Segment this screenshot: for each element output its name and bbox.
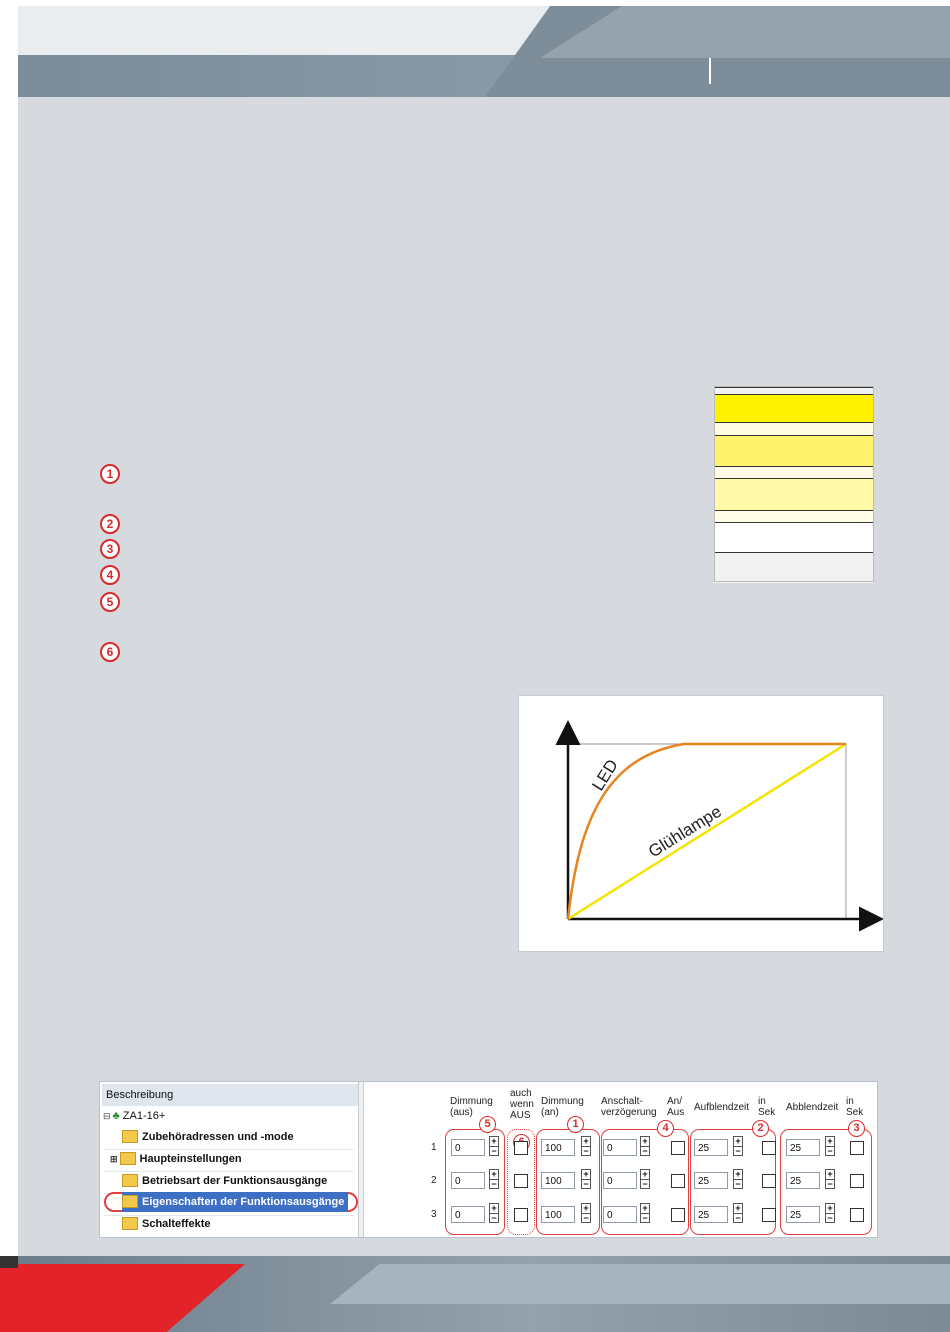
- checkbox-abblend-in-sek[interactable]: [850, 1208, 864, 1222]
- folder-icon: [120, 1152, 136, 1165]
- folder-icon: [122, 1195, 138, 1208]
- row-number: 3: [431, 1209, 437, 1220]
- plus-icon[interactable]: +: [827, 1169, 833, 1179]
- stepper-dim-on[interactable]: [581, 1203, 591, 1223]
- minus-icon[interactable]: −: [642, 1213, 648, 1223]
- stepper-dim-off[interactable]: [489, 1136, 499, 1156]
- input-fade-in[interactable]: 25: [694, 1172, 728, 1189]
- expand-icon[interactable]: ⊞: [110, 1154, 118, 1164]
- tree-root[interactable]: [103, 1105, 165, 1127]
- stepper-fade-in[interactable]: [733, 1203, 743, 1223]
- checkbox-an-aus[interactable]: [671, 1141, 685, 1155]
- led-label: LED: [588, 755, 622, 795]
- plus-icon[interactable]: +: [583, 1136, 589, 1146]
- stepper-fade-out[interactable]: [825, 1169, 835, 1189]
- tree-header: Beschreibung: [102, 1084, 358, 1106]
- plus-icon[interactable]: +: [827, 1203, 833, 1213]
- input-fade-out[interactable]: 25: [786, 1172, 820, 1189]
- checkbox-auch-wenn-aus[interactable]: [514, 1208, 528, 1222]
- tree-item-eigenschaften[interactable]: [122, 1192, 348, 1212]
- stepper-dim-off[interactable]: [489, 1169, 499, 1189]
- plus-icon[interactable]: +: [735, 1169, 741, 1179]
- checkbox-an-aus[interactable]: [671, 1174, 685, 1188]
- minus-icon[interactable]: −: [491, 1179, 497, 1189]
- footer-page-tab: [0, 1256, 18, 1268]
- plus-icon[interactable]: +: [491, 1169, 497, 1179]
- header-in-sek-2: in Sek: [846, 1096, 864, 1118]
- marker-6: 6: [100, 642, 120, 662]
- minus-icon[interactable]: −: [491, 1213, 497, 1223]
- checkbox-abblend-in-sek[interactable]: [850, 1174, 864, 1188]
- plus-icon[interactable]: +: [642, 1203, 648, 1213]
- plus-icon[interactable]: +: [642, 1136, 648, 1146]
- checkbox-aufblend-in-sek[interactable]: [762, 1208, 776, 1222]
- stepper-fade-in[interactable]: [733, 1136, 743, 1156]
- minus-icon[interactable]: −: [642, 1179, 648, 1189]
- tree-item-betriebsart[interactable]: [122, 1170, 327, 1192]
- checkbox-auch-wenn-aus[interactable]: [514, 1141, 528, 1155]
- marker-4: 4: [100, 565, 120, 585]
- group-marker-3: 3: [848, 1120, 865, 1137]
- stepper-dim-on[interactable]: [581, 1169, 591, 1189]
- tree-item-schalteffekte[interactable]: [122, 1213, 210, 1235]
- plus-icon[interactable]: +: [583, 1203, 589, 1213]
- footer-light-band: [330, 1264, 950, 1304]
- stepper-fade-out[interactable]: [825, 1136, 835, 1156]
- group-marker-1: 1: [567, 1116, 584, 1133]
- checkbox-an-aus[interactable]: [671, 1208, 685, 1222]
- input-dim-on[interactable]: 100: [541, 1139, 575, 1156]
- marker-1: 1: [100, 464, 120, 484]
- folder-icon: [122, 1174, 138, 1187]
- tree-item-label: Eigenschaften der Funktionsausgänge: [142, 1196, 345, 1208]
- tree-item-haupteinstellungen[interactable]: [110, 1148, 242, 1170]
- group-marker-5: 5: [479, 1116, 496, 1133]
- marker-5: 5: [100, 592, 120, 612]
- minus-icon[interactable]: −: [827, 1213, 833, 1223]
- network-icon: ♣: [112, 1110, 120, 1122]
- stepper-fade-out[interactable]: [825, 1203, 835, 1223]
- settings-screenshot: [99, 1081, 878, 1238]
- input-dim-on[interactable]: 100: [541, 1206, 575, 1223]
- plus-icon[interactable]: +: [642, 1169, 648, 1179]
- plus-icon[interactable]: +: [491, 1136, 497, 1146]
- gluehlampe-label: Glühlampe: [645, 801, 725, 862]
- group-marker-2: 2: [752, 1120, 769, 1137]
- input-delay[interactable]: 0: [603, 1139, 637, 1156]
- stepper-delay[interactable]: [640, 1136, 650, 1156]
- header-dimmung-aus: Dimmung (aus): [450, 1096, 493, 1118]
- plus-icon[interactable]: +: [735, 1203, 741, 1213]
- minus-icon[interactable]: −: [735, 1213, 741, 1223]
- plus-icon[interactable]: +: [827, 1136, 833, 1146]
- group-marker-4: 4: [657, 1120, 674, 1137]
- marker-3: 3: [100, 539, 120, 559]
- header-separator: [709, 58, 711, 84]
- checkbox-abblend-in-sek[interactable]: [850, 1141, 864, 1155]
- header-an-aus: An/ Aus: [667, 1096, 685, 1118]
- dimming-curve-chart: [518, 695, 884, 952]
- minus-icon[interactable]: −: [827, 1179, 833, 1189]
- minus-icon[interactable]: −: [827, 1146, 833, 1156]
- input-fade-in[interactable]: 25: [694, 1139, 728, 1156]
- tree-item-label: Schalteffekte: [142, 1218, 211, 1230]
- header-auch-wenn-aus: auch wenn AUS: [510, 1088, 534, 1121]
- minus-icon[interactable]: −: [583, 1146, 589, 1156]
- input-fade-out[interactable]: 25: [786, 1206, 820, 1223]
- header-dimmung-an: Dimmung (an): [541, 1096, 584, 1118]
- collapse-icon[interactable]: ⊟: [103, 1111, 111, 1121]
- checkbox-aufblend-in-sek[interactable]: [762, 1174, 776, 1188]
- marker-2: 2: [100, 514, 120, 534]
- plus-icon[interactable]: +: [491, 1203, 497, 1213]
- checkbox-aufblend-in-sek[interactable]: [762, 1141, 776, 1155]
- row-number: 2: [431, 1175, 437, 1186]
- stepper-delay[interactable]: [640, 1169, 650, 1189]
- tree-item-zubehoeradressen[interactable]: [122, 1126, 294, 1148]
- stepper-delay[interactable]: [640, 1203, 650, 1223]
- header-in-sek-1: in Sek: [758, 1096, 776, 1118]
- plus-icon[interactable]: +: [583, 1169, 589, 1179]
- input-dim-off[interactable]: 0: [451, 1172, 485, 1189]
- minus-icon[interactable]: −: [583, 1179, 589, 1189]
- pane-splitter[interactable]: [358, 1082, 364, 1237]
- input-delay[interactable]: 0: [603, 1172, 637, 1189]
- tree-item-label: Zubehöradressen und -mode: [142, 1131, 294, 1143]
- minus-icon[interactable]: −: [583, 1213, 589, 1223]
- minus-icon[interactable]: −: [642, 1146, 648, 1156]
- curve-svg: [519, 696, 883, 951]
- stepper-dim-on[interactable]: [581, 1136, 591, 1156]
- input-dim-off[interactable]: 0: [451, 1139, 485, 1156]
- plus-icon[interactable]: +: [735, 1136, 741, 1146]
- stepper-fade-in[interactable]: [733, 1169, 743, 1189]
- input-fade-in[interactable]: 25: [694, 1206, 728, 1223]
- header-abblendzeit: Abblendzeit: [786, 1102, 839, 1113]
- folder-icon: [122, 1130, 138, 1143]
- tree-item-label: Betriebsart der Funktionsausgänge: [142, 1175, 328, 1187]
- input-delay[interactable]: 0: [603, 1206, 637, 1223]
- input-dim-on[interactable]: 100: [541, 1172, 575, 1189]
- tree-root-label: ZA1-16+: [122, 1110, 166, 1122]
- stepper-dim-off[interactable]: [489, 1203, 499, 1223]
- checkbox-auch-wenn-aus[interactable]: [514, 1174, 528, 1188]
- folder-icon: [122, 1217, 138, 1230]
- minus-icon[interactable]: −: [491, 1146, 497, 1156]
- header-aufblendzeit: Aufblendzeit: [694, 1102, 750, 1113]
- tree-item-label: Haupteinstellungen: [139, 1153, 242, 1165]
- row-number: 1: [431, 1142, 437, 1153]
- minus-icon[interactable]: −: [735, 1179, 741, 1189]
- swatch-frame: [714, 386, 874, 582]
- minus-icon[interactable]: −: [735, 1146, 741, 1156]
- input-dim-off[interactable]: 0: [451, 1206, 485, 1223]
- header-anschaltverzoegerung: Anschalt- verzögerung: [601, 1096, 657, 1118]
- input-fade-out[interactable]: 25: [786, 1139, 820, 1156]
